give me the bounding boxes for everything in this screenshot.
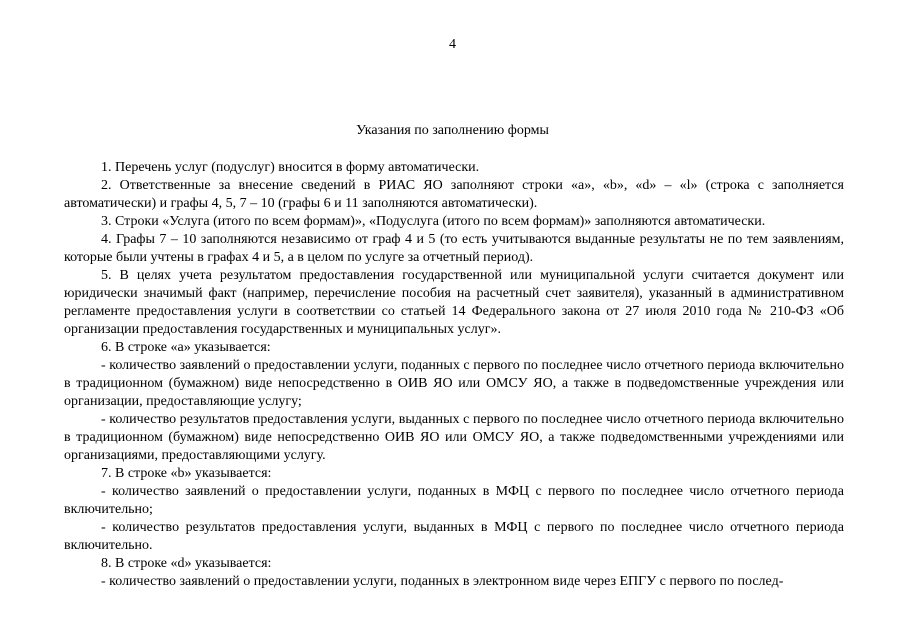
paragraph-8: 8. В строке «d» указывается: — [101, 556, 272, 571]
paragraph-2: 2. Ответственные за внесение сведений в РИАС ЯО заполняют строки «a», «b», «d» – «l» (строка с заполняется автоматически) и графы 4, 5, 7 – 10 (графы 6 и 11 заполняются автоматически). — [64, 178, 844, 211]
document-body — [64, 159, 844, 591]
paragraph-6-item-2: - количество результатов предоставления услуги, выданных с первого по последнее число отчетного периода включительно в традиционном (бумажном) виде непосредственно ОИВ ЯО или ОМСУ ЯО, а также подведомственными учреждениями или организациями, предоставляющими услугу. — [64, 412, 844, 463]
paragraph-7: 7. В строке «b» указывается: — [101, 466, 272, 481]
paragraph-3: 3. Строки «Услуга (итого по всем формам)», «Подуслуга (итого по всем формам)» заполняются автоматически. — [101, 214, 766, 229]
paragraph-7-item-2: - количество результатов предоставления услуги, выданных в МФЦ с первого по последнее число отчетного периода включительно. — [64, 520, 844, 553]
paragraph-7-item-1: - количество заявлений о предоставлении услуги, поданных в МФЦ с первого по последнее число отчетного периода включительно; — [64, 484, 844, 517]
page-number: 4 — [449, 37, 456, 52]
paragraph-4: 4. Графы 7 – 10 заполняются независимо от граф 4 и 5 (то есть учитываются выданные результаты не по тем заявлениям, которые были учтены в графах 4 и 5, а в целом по услуге за отчетный период). — [64, 232, 844, 265]
paragraph-5: 5. В целях учета результатом предоставления государственной или муниципальной услуги считается документ или юридически значимый факт (например, перечисление пособия на расчетный счет заявителя), указанный в административном регламенте предоставления услуги в соответствии со статьей 14 Федерального закона от 27 июля 2010 года № 210-ФЗ «Об организации предоставления государственных и муниципальных услуг». — [64, 268, 844, 337]
paragraph-6: 6. В строке «a» указывается: — [101, 340, 271, 355]
paragraph-1: 1. Перечень услуг (подуслуг) вносится в форму автоматически. — [101, 160, 480, 175]
paragraph-8-item-1: - количество заявлений о предоставлении услуги, поданных в электронном виде через ЕПГУ с первого по послед- — [101, 574, 784, 589]
document-heading: Указания по заполнению формы — [356, 123, 549, 138]
paragraph-6-item-1: - количество заявлений о предоставлении услуги, поданных с первого по последнее число отчетного периода включительно в традиционном (бумажном) виде непосредственно в ОИВ ЯО или ОМСУ ЯО, а также в подведомственные учреждения или организации, предоставляющие услугу; — [64, 358, 844, 409]
